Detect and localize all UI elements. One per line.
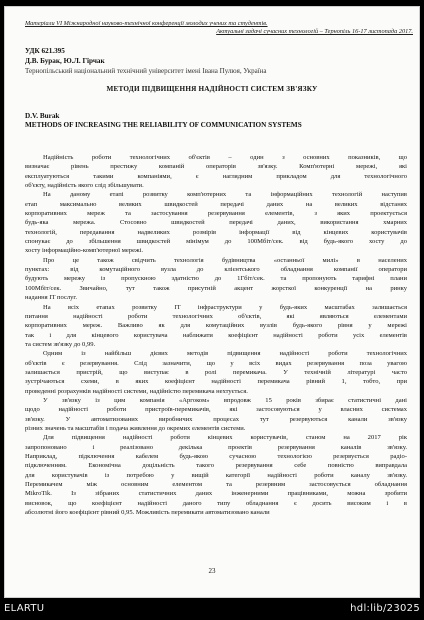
- text-line: будь-яка мережа. Стосовно швидкостей передачі даних, використання хмарних: [25, 219, 407, 227]
- conference-header-line-1: Матеріали VI Міжнародної науково-технічної конференції молодих учених та студентів.: [25, 20, 268, 27]
- text-line: Перемикачем між основним елементом та резервним застосовується обладнання: [25, 481, 407, 489]
- text-line: абсолютні його коефіцієнт рівний 0,95. Можливість перемикати автоматизовано канали: [25, 509, 270, 517]
- text-line: корпоративних мереж та застосування резервування елементів, з яких проектується: [25, 210, 407, 218]
- text-line: Для підвищення надійності роботи кінцевих користувачів, станом на 2017 рік: [43, 434, 407, 442]
- text-line: хосту інформаційно-комп'ютерної мережі.: [25, 247, 143, 255]
- text-line: визначає рівень престижу компаній операторів зв'язку. Комп'ютерні мережі, які: [25, 163, 407, 171]
- page-number: 23: [208, 567, 216, 575]
- text-line: зустрічаються схеми, в яких коефіцієнт надійності перемикача рівний 1, тобто, при: [25, 378, 407, 386]
- text-line: залишається пристрій, що виступає в ролі перемикача. У технічній літературі часто: [25, 368, 407, 376]
- text-line: Про це також свідчить технологія будівництва «останньої милі» в населених: [43, 256, 407, 264]
- paragraph: [25, 396, 407, 433]
- text-line: щодо надійності роботи пристроїв-перемикачів, які застосовуються у власних системах: [25, 406, 407, 414]
- text-line: підключенням. Економічна доцільність такого резервування себе повністю виправдала: [25, 462, 407, 470]
- text-line: так і для кінцевого користувача наближати коефіцієнт надійності роботи усіх елементів: [25, 331, 407, 339]
- repository-label: ELARTU: [4, 603, 45, 614]
- text-line: експлуатуються такими компаніями, є наглядним прикладом для технологічного: [25, 172, 407, 180]
- paragraph: [25, 153, 407, 190]
- title-english: METHODS OF INCREASING THE RELIABILITY OF COMMUNICATION SYSTEMS: [25, 121, 302, 129]
- text-line: проведенні розрахунків надійності системи, надійністю перемикача нехтується.: [25, 387, 248, 395]
- text-line: етап максимально великих швидкостей передачі даних на великих відстанях: [25, 200, 407, 208]
- text-line: об'єктів є резервування. Слід зазначити, що у всіх видах резервування поза увагою: [25, 359, 407, 367]
- text-line: На даному етапі розвитку комп'ютерних та інформаційних технологій наступив: [43, 191, 407, 199]
- author-english: D.V. Burak: [25, 112, 60, 120]
- text-line: Надійність роботи технологічних об'єктів – один з основних показників, що: [43, 154, 407, 161]
- text-line: технологій, передавання надвеликих розмірів інформації від кінцевих користувачів: [25, 228, 407, 236]
- authors-ukrainian: Д.В. Бурак, Ю.Л. Гірчак: [25, 57, 105, 65]
- udc-code: УДК 621.395: [25, 47, 65, 55]
- paragraph: [25, 433, 407, 517]
- paragraph: [25, 256, 407, 303]
- text-line: корпоративних мереж. Важливо як для комутаційних вузлів будь-якого рівня у мережі: [25, 322, 407, 330]
- text-line: Наприклад, підключення кабелем будь-якою сучасною технологією резервується радіо-: [25, 453, 407, 460]
- conference-header-line-2: Актуальні задачі сучасних технологій – Тернопіль 16-17 листопада 2017.: [216, 28, 413, 35]
- article-body: [25, 153, 407, 517]
- handle-id: hdl:lib/23025: [350, 603, 420, 614]
- text-line: висновок, що коефіцієнт надійності даного типу обладнання є досить високим і в: [25, 499, 407, 507]
- text-line: зв'язку. У автоматизованих виробничих процесах тут резервуються канали зв'язку: [25, 415, 407, 423]
- text-line: надання IT послуг.: [25, 294, 77, 302]
- text-line: об'єкту, надійність якого слід збільшувати.: [25, 182, 144, 190]
- text-line: запропоновано і реалізовано декілька проектів резервування каналів зв'язку.: [25, 443, 407, 451]
- text-line: питання надійності роботи технологічних об'єктів, які являються елементами: [25, 312, 407, 320]
- text-line: На всіх етапах розвитку IT інфраструктури у будь-яких масштабах залишається: [43, 303, 407, 311]
- document-page: [4, 6, 420, 598]
- paragraph: [25, 190, 407, 255]
- text-line: будують мережу із пропускною здатністю до 1Гбіт/сек. та пропонують тарифні плани: [25, 275, 407, 283]
- text-line: пунктах: від комутаційного вузла до клієнтського обладнання компанії оператори: [25, 266, 407, 274]
- text-line: для користувачів із потребою у вищій категорії надійності роботи каналу зв'язку.: [25, 471, 407, 479]
- affiliation: Тернопільський національний технічний університет імені Івана Пулюя, Україна: [25, 67, 267, 75]
- text-line: Одним із найбільш дієвих методів підвищення надійності роботи технологічних: [43, 350, 407, 358]
- text-line: У зв'язку із цим компанія «Аргоком» впродовж 15 років збирає статистичні дані: [43, 396, 407, 404]
- text-line: та систем зв'язку до 0,99.: [25, 340, 96, 348]
- paragraph: [25, 303, 407, 350]
- text-line: різних значень та масштабів і подача живлення до окремих елементів системи.: [25, 424, 246, 432]
- text-line: 100Мбіт/сек. Звичайно, тут також присутній акцент жорсткої конкуренції на ринку: [25, 284, 407, 292]
- text-line: спонукає до збільшення швидкостей мінімум до 100Мбіт/сек. від будь-якого хосту до: [25, 238, 407, 246]
- title-ukrainian: МЕТОДИ ПІДВИЩЕННЯ НАДІЙНОСТІ СИСТЕМ ЗВ'ЯЗКУ: [106, 85, 318, 93]
- paragraph: [25, 349, 407, 396]
- text-line: MikroTik. Із зібраних статистичних даних інженерними працівниками, можна зробити: [25, 490, 407, 498]
